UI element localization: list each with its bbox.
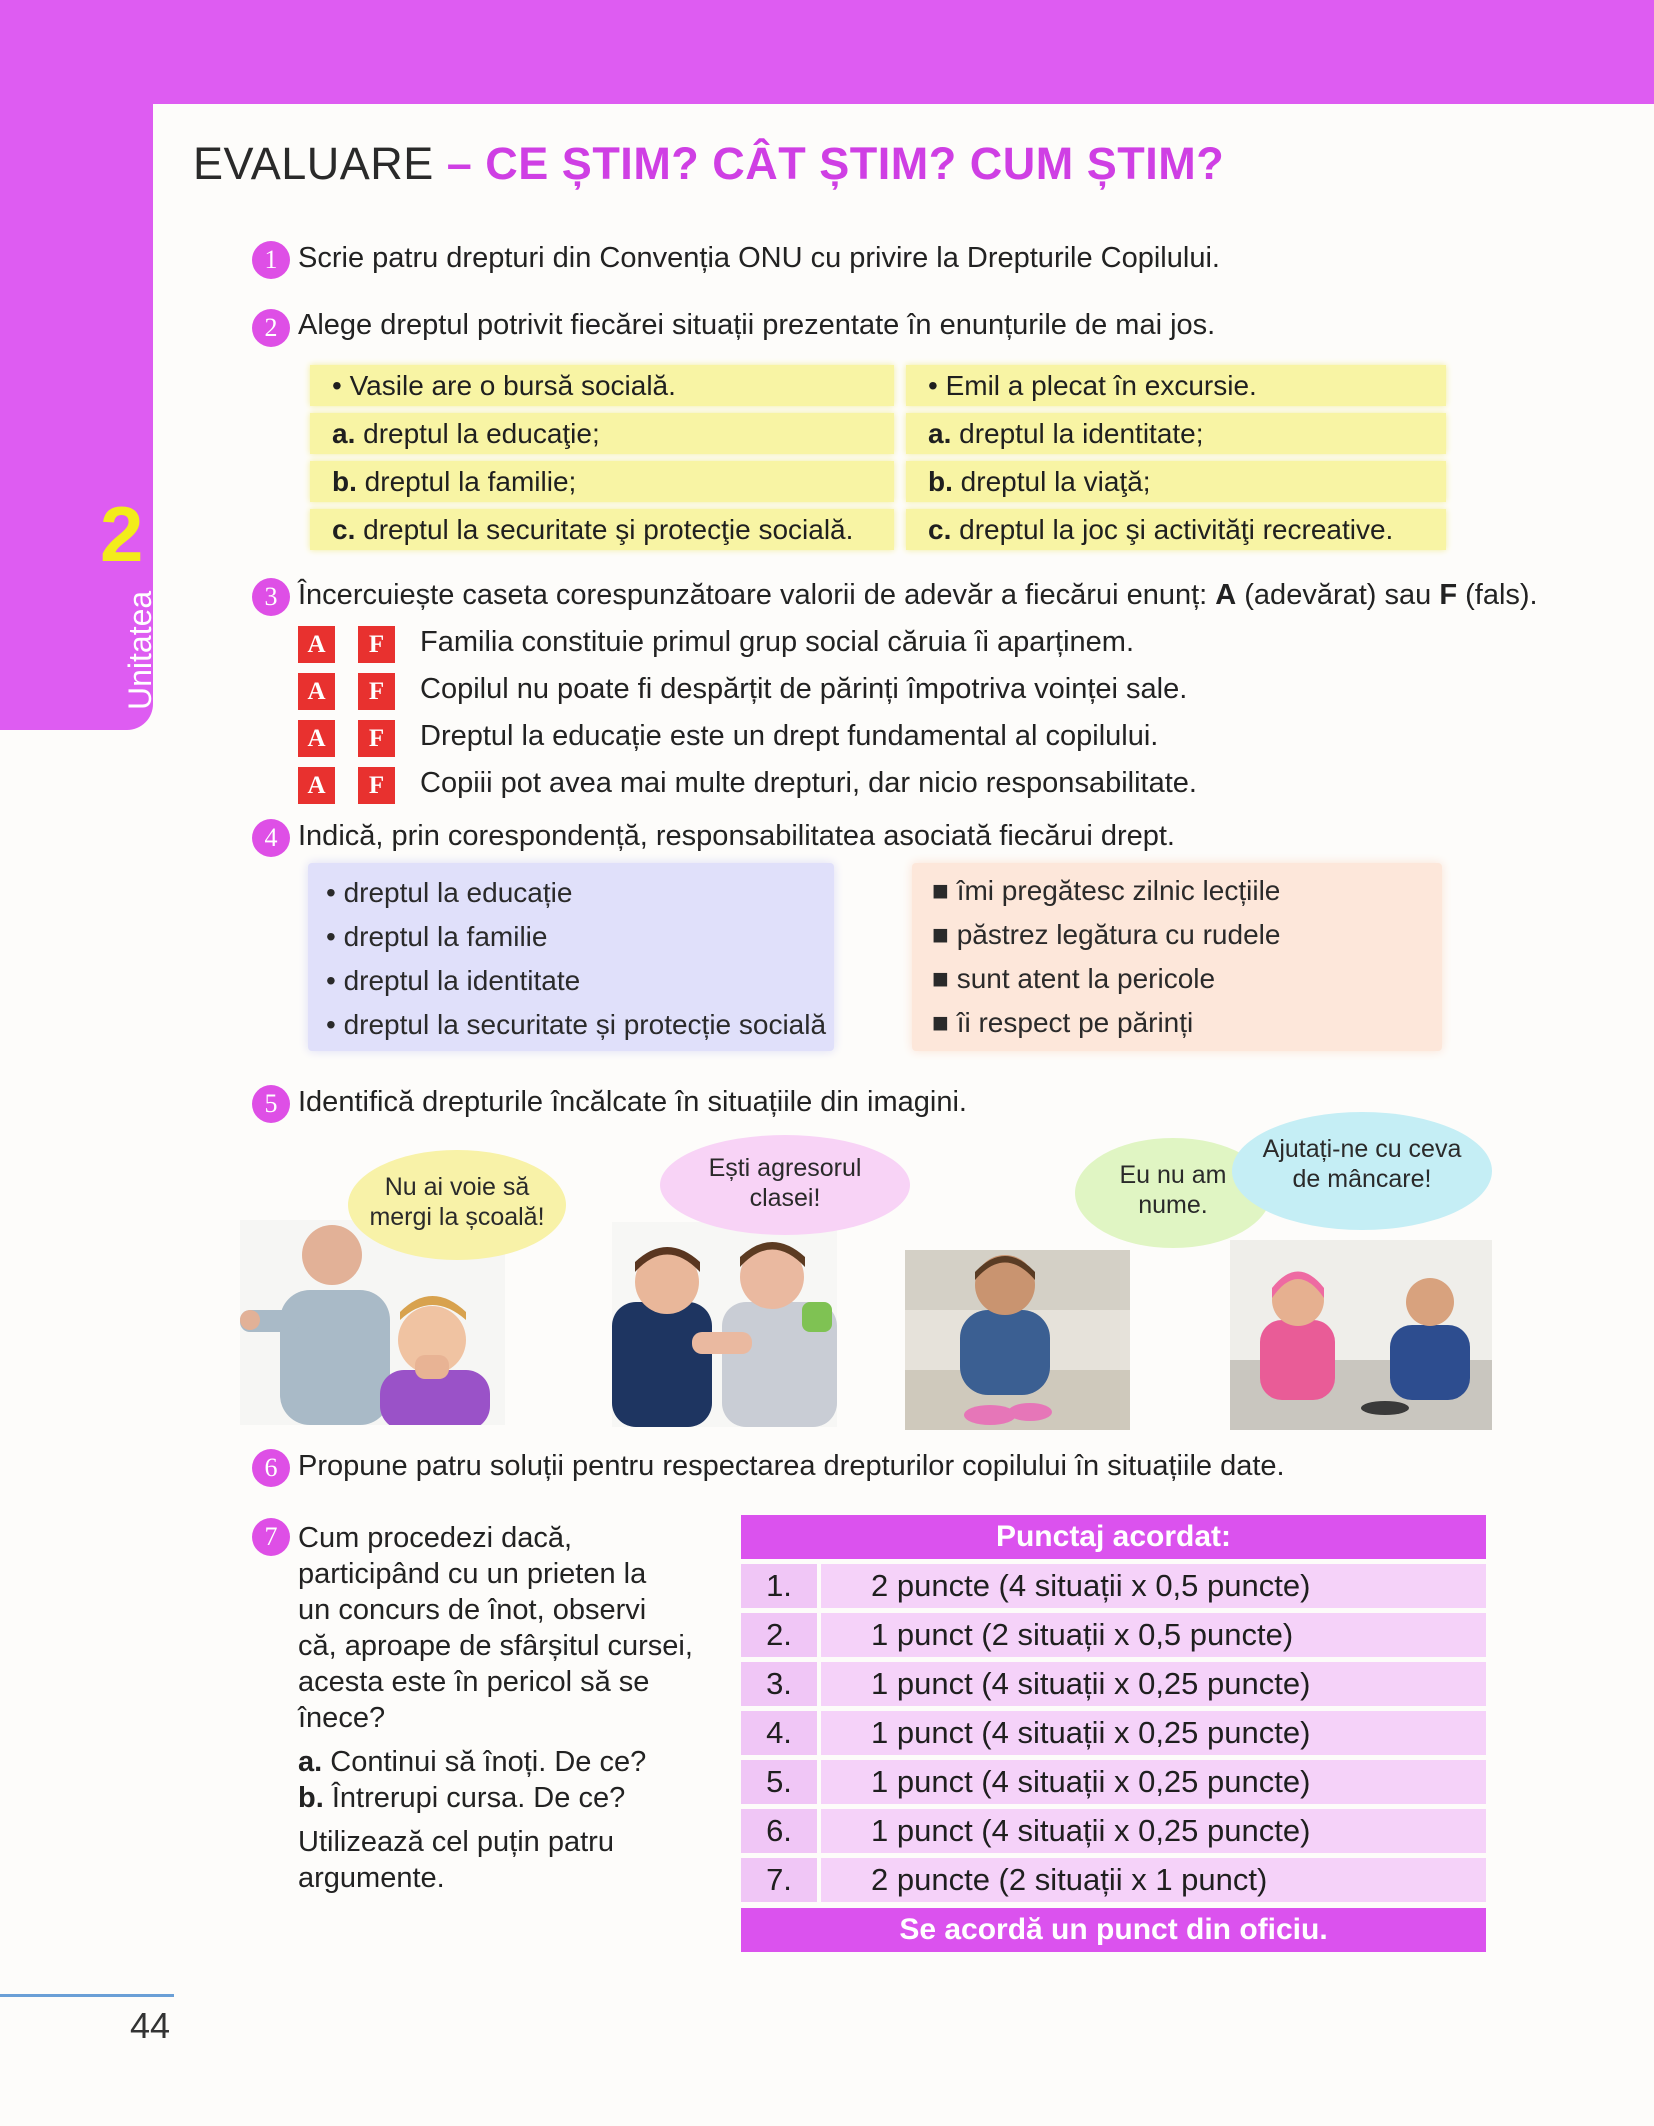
row-number: 2.	[741, 1613, 817, 1657]
true-box-3[interactable]: A	[298, 720, 335, 757]
table-row	[741, 1662, 1486, 1706]
speech-bubble-2	[660, 1135, 910, 1235]
question-number-4: 4	[252, 819, 290, 857]
q2-right-situation: • Emil a plecat în excursie.	[906, 365, 1446, 406]
page-title	[193, 138, 1224, 190]
q7-closing-line: argumente.	[298, 1862, 445, 1894]
q3-text-part: (adevărat) sau	[1236, 579, 1440, 611]
scoring-footer: Se acordă un punct din oficiu.	[741, 1908, 1486, 1952]
q2-left-situation: • Vasile are o bursă socială.	[310, 365, 894, 406]
statement-3: Dreptul la educație este un drept fundamental al copilului.	[420, 720, 1159, 752]
option-letter: b.	[298, 1782, 324, 1814]
true-box-4[interactable]: A	[298, 767, 335, 804]
row-number: 4.	[741, 1711, 817, 1755]
bubble-3-text: Eu nu am nume.	[1119, 1161, 1227, 1219]
q3-text-part: (fals).	[1457, 579, 1538, 611]
question-1-text: Scrie patru drepturi din Convenția ONU cu privire la Drepturile Copilului.	[298, 242, 1220, 274]
q7-option-b	[298, 1780, 693, 1816]
table-row	[741, 1613, 1486, 1657]
table-row	[741, 1564, 1486, 1608]
unit-label: Unitatea	[122, 590, 158, 710]
bubble-1-text: Nu ai voie să mergi la școală!	[369, 1173, 545, 1231]
option-text: dreptul la identitate;	[951, 418, 1204, 449]
footer-rule	[0, 1994, 174, 1997]
q2-right-option-a	[906, 413, 1446, 454]
false-box-4[interactable]: F	[358, 767, 395, 804]
q2-right-option-b	[906, 461, 1446, 502]
right-item-2: • dreptul la familie	[326, 921, 548, 952]
title-evaluare: EVALUARE	[193, 138, 447, 189]
question-number-3: 3	[252, 578, 290, 616]
row-points: 1 punct (2 situații x 0,5 puncte)	[821, 1613, 1486, 1657]
speech-bubble-1	[348, 1150, 566, 1260]
right-item-3: • dreptul la identitate	[326, 965, 581, 996]
true-box-2[interactable]: A	[298, 673, 335, 710]
q3-false-letter: F	[1439, 579, 1458, 611]
option-text: dreptul la familie;	[356, 466, 577, 497]
q7-option-a	[298, 1744, 693, 1780]
table-row	[741, 1760, 1486, 1804]
fighting-boys-illustration	[612, 1222, 837, 1427]
bubble-2-text: Ești agresorul clasei!	[708, 1154, 862, 1212]
q7-line: acesta este în pericol să se	[298, 1666, 650, 1698]
option-text: dreptul la viaţă;	[952, 466, 1151, 497]
false-box-2[interactable]: F	[358, 673, 395, 710]
responsibility-item-4: ■ îi respect pe părinți	[932, 1007, 1194, 1038]
q7-line: participând cu un prieten la	[298, 1558, 647, 1590]
option-text: dreptul la joc şi activităţi recreative.	[951, 514, 1394, 545]
statement-4: Copiii pot avea mai multe drepturi, dar nicio responsabilitate.	[420, 767, 1197, 799]
q7-line: înece?	[298, 1702, 386, 1734]
begging-children-illustration	[1230, 1240, 1492, 1430]
question-3-text	[298, 579, 1538, 612]
bubble-4-text: Ajutați-ne cu ceva de mâncare!	[1262, 1135, 1462, 1193]
q3-true-letter: A	[1215, 579, 1237, 611]
q7-closing-line: Utilizează cel puțin patru	[298, 1826, 614, 1858]
question-4-text: Indică, prin corespondență, responsabilitatea asociată fiecărui drept.	[298, 820, 1175, 852]
statement-1: Familia constituie primul grup social căruia îi aparținem.	[420, 626, 1135, 658]
table-row	[741, 1809, 1486, 1853]
question-number-5: 5	[252, 1085, 290, 1123]
photo-begging-children	[1230, 1240, 1492, 1430]
option-letter: a.	[928, 418, 952, 449]
q7-line: că, aproape de sfârșitul cursei,	[298, 1630, 693, 1662]
question-7-text	[298, 1520, 693, 1896]
option-text: dreptul la securitate şi protecţie socială.	[355, 514, 854, 545]
row-number: 7.	[741, 1858, 817, 1902]
question-number-2: 2	[252, 309, 290, 347]
row-points: 1 punct (4 situații x 0,25 puncte)	[821, 1809, 1486, 1853]
question-6-text: Propune patru soluții pentru respectarea drepturilor copilului în situațiile date.	[298, 1450, 1285, 1482]
row-points: 1 punct (4 situații x 0,25 puncte)	[821, 1662, 1486, 1706]
row-points: 2 puncte (4 situații x 0,5 puncte)	[821, 1564, 1486, 1608]
row-points: 1 punct (4 situații x 0,25 puncte)	[821, 1760, 1486, 1804]
speech-bubble-4	[1232, 1112, 1492, 1230]
option-letter: c.	[928, 514, 952, 545]
q3-text-part: Încercuiește caseta corespunzătoare valorii de adevăr a fiecărui enunț:	[298, 579, 1216, 611]
right-item-1: • dreptul la educație	[326, 877, 573, 908]
q2-right-option-c	[906, 509, 1446, 550]
option-letter: b.	[928, 466, 953, 497]
true-box-1[interactable]: A	[298, 626, 335, 663]
question-5-text: Identifică drepturile încălcate în situațiile din imagini.	[298, 1086, 967, 1118]
option-letter: a.	[332, 418, 356, 449]
sitting-girl-illustration	[905, 1250, 1130, 1430]
responsibility-item-2: ■ păstrez legătura cu rudele	[932, 919, 1281, 950]
question-number-1: 1	[252, 241, 290, 279]
row-points: 1 punct (4 situații x 0,25 puncte)	[821, 1711, 1486, 1755]
option-letter: b.	[332, 466, 357, 497]
false-box-1[interactable]: F	[358, 626, 395, 663]
row-number: 6.	[741, 1809, 817, 1853]
q7-line: un concurs de înot, observi	[298, 1594, 647, 1626]
row-number: 5.	[741, 1760, 817, 1804]
option-text: Întrerupi cursa. De ce?	[323, 1782, 626, 1814]
top-color-band	[0, 0, 1654, 104]
table-row	[741, 1711, 1486, 1755]
option-text: Continui să înoți. De ce?	[322, 1746, 647, 1778]
table-row	[741, 1858, 1486, 1902]
q2-left-option-a	[310, 413, 894, 454]
option-letter: a.	[298, 1746, 323, 1778]
question-2-text: Alege dreptul potrivit fiecărei situații prezentate în enunțurile de mai jos.	[298, 309, 1216, 341]
photo-sitting-girl	[905, 1250, 1130, 1430]
responsibility-item-3: ■ sunt atent la pericole	[932, 963, 1216, 994]
q2-left-option-b	[310, 461, 894, 502]
question-number-6: 6	[252, 1449, 290, 1487]
photo-fighting-boys	[612, 1222, 837, 1427]
row-number: 1.	[741, 1564, 817, 1608]
statement-2: Copilul nu poate fi despărțit de părinți împotriva voinței sale.	[420, 673, 1188, 705]
option-letter: c.	[332, 514, 356, 545]
right-item-4: • dreptul la securitate și protecție socială	[326, 1009, 827, 1040]
question-number-7: 7	[252, 1518, 290, 1556]
false-box-3[interactable]: F	[358, 720, 395, 757]
option-text: dreptul la educaţie;	[355, 418, 600, 449]
q2-left-option-c	[310, 509, 894, 550]
scoring-header: Punctaj acordat:	[741, 1515, 1486, 1559]
unit-number: 2	[100, 490, 144, 578]
responsibility-item-1: ■ îmi pregătesc zilnic lecțiile	[932, 875, 1281, 906]
q7-line: Cum procedezi dacă,	[298, 1522, 573, 1554]
page-number: 44	[130, 2005, 171, 2046]
title-subtitle: – CE ȘTIM? CÂT ȘTIM? CUM ȘTIM?	[446, 138, 1225, 189]
row-points: 2 puncte (2 situații x 1 punct)	[821, 1858, 1486, 1902]
row-number: 3.	[741, 1662, 817, 1706]
